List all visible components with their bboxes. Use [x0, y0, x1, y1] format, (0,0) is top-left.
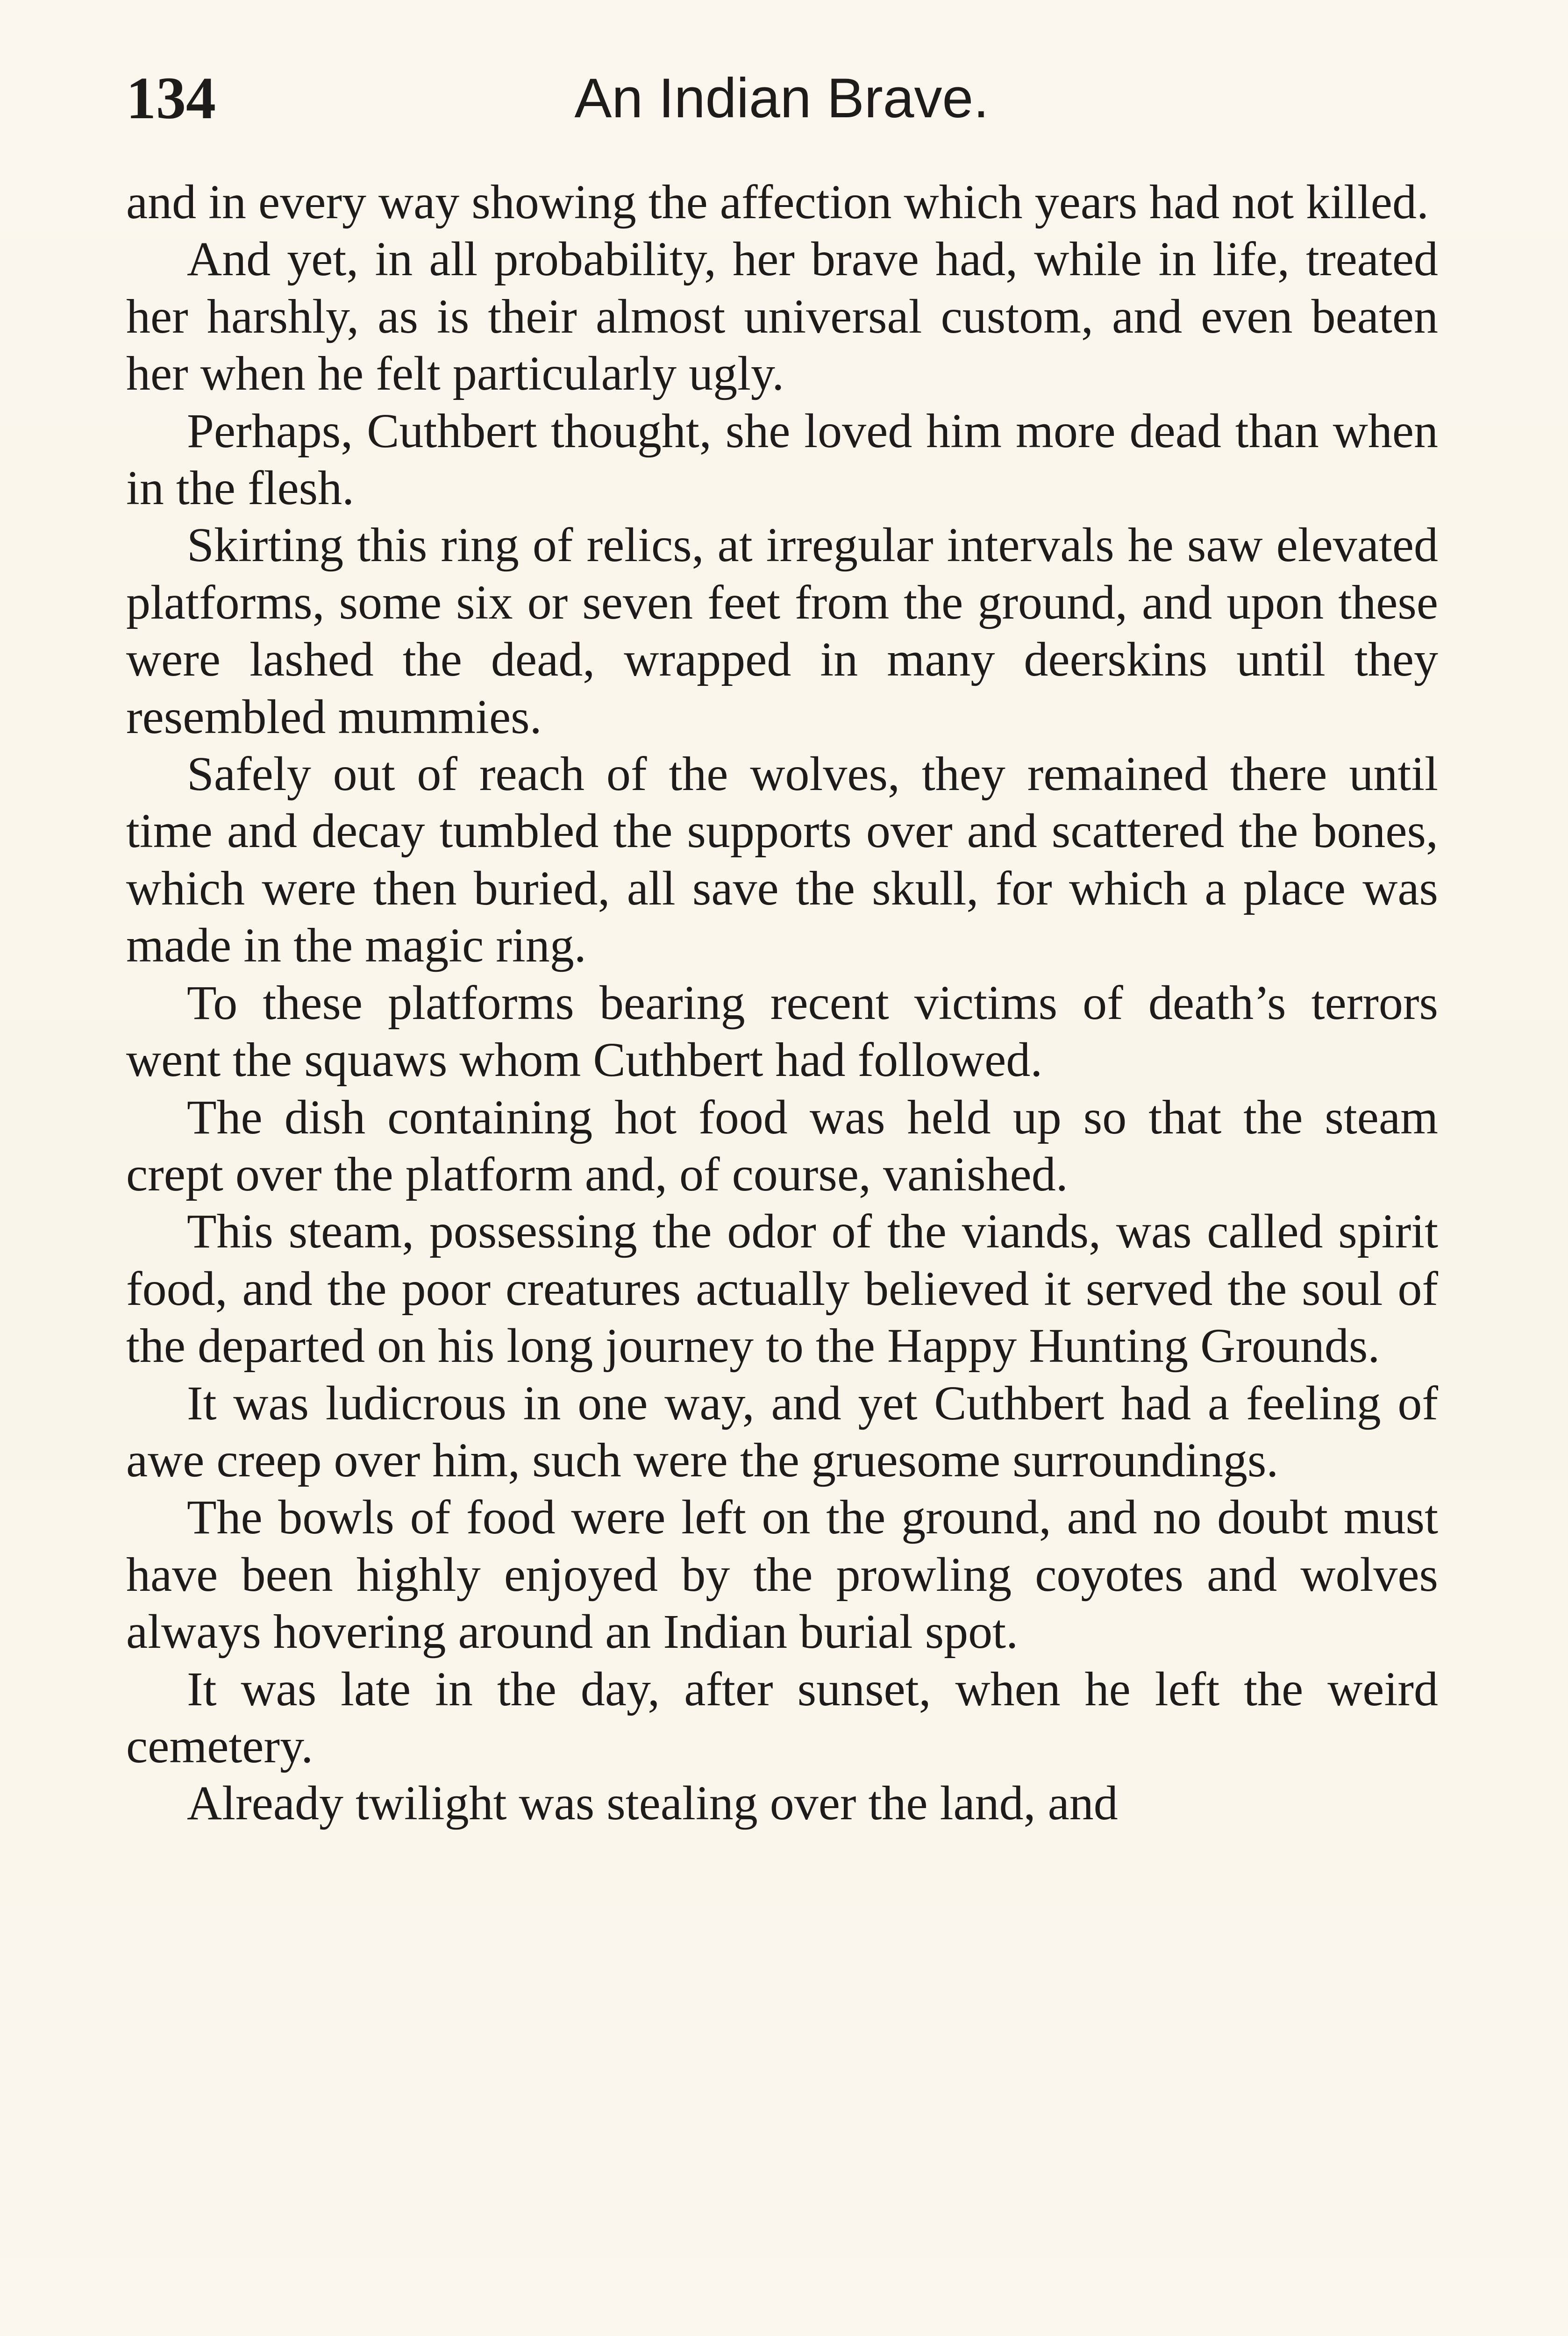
paragraph: And yet, in all probability, her brave had, while in life, treated her harshly, as is their almost universal custom, and even beaten her when he felt particularly ugly. [126, 232, 1438, 401]
page-header [126, 61, 1437, 154]
paragraph: Safely out of reach of the wolves, they remained there until time and decay tumbled the supports over and scattered the bones, which were then buried, all save the skull, for which a place was made in the magic ring. [126, 747, 1438, 973]
paragraph: The dish containing hot food was held up so that the steam crept over the platform and, of course, vanished. [126, 1090, 1438, 1201]
paragraph: Already twilight was stealing over the land, and [187, 1776, 1118, 1830]
paragraph: The bowls of food were left on the ground, and no doubt must have been highly enjoyed by the prowling coyotes and wolves always hovering around an Indian burial spot. [126, 1490, 1438, 1659]
paragraph: It was late in the day, after sunset, when he left the weird cemetery. [126, 1662, 1438, 1773]
paragraph: and in every way showing the affection which years had not killed. [126, 175, 1429, 229]
page-number: 134 [126, 65, 216, 131]
running-head: An Indian Brave. [574, 67, 989, 129]
paragraph: Skirting this ring of relics, at irregular intervals he saw elevated platforms, some six or seven feet from the ground, and upon these were lashed the dead, wrapped in many deerskins until they resembled mummies. [126, 518, 1438, 744]
paragraph: It was ludicrous in one way, and yet Cuthbert had a feeling of awe creep over him, such were the gruesome surroundings. [126, 1376, 1438, 1487]
paragraph: To these platforms bearing recent victims of death’s terrors went the squaws whom Cuthbert had followed. [126, 976, 1438, 1087]
body-text [126, 174, 1438, 1832]
paragraph: Perhaps, Cuthbert thought, she loved him more dead than when in the flesh. [126, 404, 1438, 515]
paragraph: This steam, possessing the odor of the viands, was called spirit food, and the poor creatures actually believed it served the soul of the departed on his long journey to the Happy Hunting Grounds. [126, 1204, 1438, 1373]
